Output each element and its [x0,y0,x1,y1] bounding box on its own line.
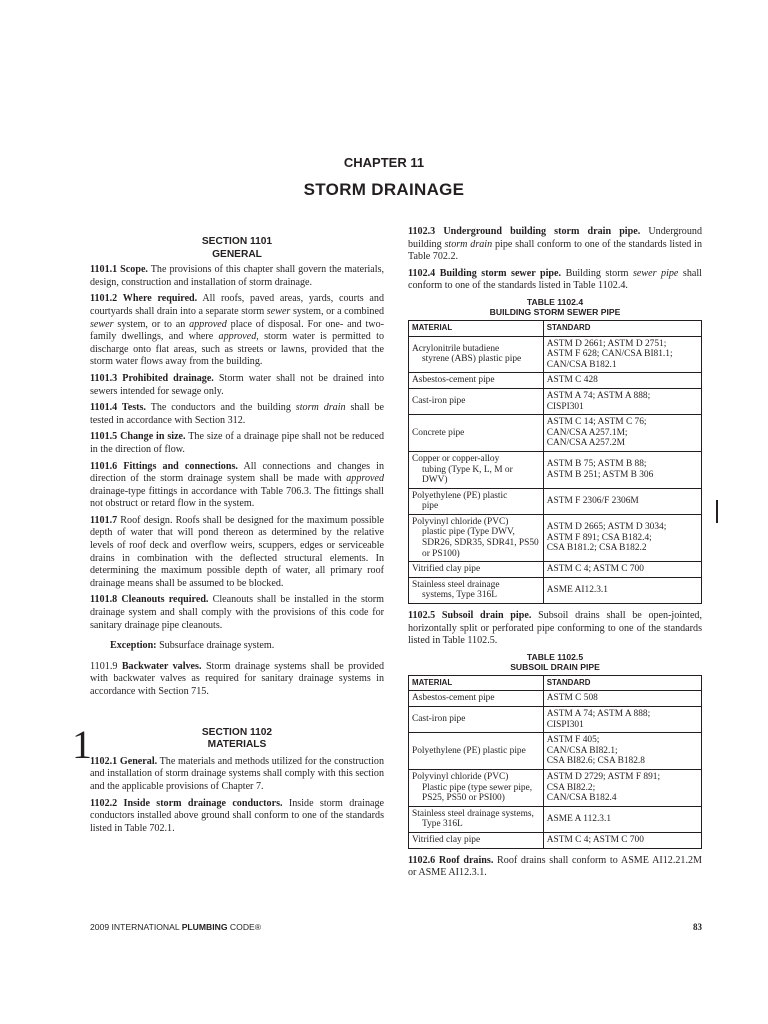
paragraph-body: Building storm [561,267,633,279]
material-cell [409,769,544,806]
table-row [409,562,702,578]
paragraph-1102-4 [408,268,702,293]
material-text: tubing (Type K, L, M or DWV) [422,464,513,486]
term-storm-drain: storm drain [444,238,493,250]
paragraph-body: pipe shall conform to one of the standards listed in Table 702.2. [408,238,702,263]
table-row [409,806,702,832]
paragraph-1101-7 [90,515,384,591]
footer-bold: PLUMBING [181,922,228,932]
standard-cell [543,451,701,488]
table-row [409,514,702,561]
material-text: Acrylonitrile butadiene [412,343,500,354]
exception-label: Exception: [110,640,157,652]
exception-note [90,640,384,653]
standard-text: CAN/CSA A257.1M; [546,427,628,438]
paragraph-body: Roof drains shall conform to ASME AI12.21.2M or ASME AI12.3.1. [408,854,702,879]
change-bar [716,500,718,523]
right-column [408,226,702,884]
material-text: Vitrified clay pipe [412,564,481,575]
chapter-title: STORM DRAINAGE [303,180,465,199]
standard-cell [543,415,701,452]
table-row [409,707,702,733]
paragraph-heading: 1102.3 Underground building storm drain pipe. [408,226,641,237]
standard-text: CAN/CSA B182.4 [546,793,617,804]
table-header-row [409,320,702,336]
paragraph-body: Roof design. Roofs shall be designed for the maximum possible depth of water that will pond thereon as determined by the relative levels of roof deck and overflow weirs, scuppers, edges or serviceable drains in combination with the deflected structural elements. In determining the maximum possible depth of water, all primary roof drainage means shall be assumed to be blocked. [90,514,384,589]
standard-text: CSA B181.2; CSA B182.2 [546,543,647,554]
paragraph-body: drainage-type fittings in accordance with Table 706.3. The fittings shall not obstruct or retard flow in the system. [90,485,384,510]
standard-text: ASME AI12.3.1 [546,585,608,596]
chapter-label: CHAPTER 11 [343,155,425,170]
standard-text: CAN/CSA BI82.1; [546,745,618,756]
paragraph-body: All roofs, paved areas, yards, courts and courtyards shall drain into a separate storm [90,293,384,317]
paragraph-body: The materials and methods utilized for the construction and installation of storm drainage systems shall comply with this section and the applicable provisions of Chapter 7. [90,755,384,792]
material-text: Polyvinyl chloride (PVC) [412,771,509,782]
material-text: pipe [422,501,439,512]
standard-cell [543,562,701,578]
material-cell [409,373,544,389]
standard-cell [543,806,701,832]
paragraph-1101-1 [90,264,384,289]
standard-text: ASTM C 14; ASTM C 76; [546,417,647,428]
material-cell [409,451,544,488]
standard-text: ASTM F 405; [546,735,600,746]
standard-text: ASTM C 428 [546,375,598,386]
paragraph-1102-1 [90,756,384,794]
table-1102-4-title: BUILDING STORM SEWER PIPE [489,306,621,317]
paragraph-heading: 1102.1 General. [90,755,158,767]
standard-text: ASTM B 251; ASTM B 306 [546,469,654,480]
standard-text: ASTM F 891; CSA B182.4; [546,532,652,543]
paragraph-body: system, or to an [113,318,190,330]
material-text: systems, Type 316L [422,590,497,601]
left-column [90,228,384,839]
standard-text: ASTM C 508 [546,693,598,704]
standard-text: ASME A 112.3.1 [546,814,612,825]
standard-text: ASTM C 4; ASTM C 700 [546,834,644,845]
paragraph-heading: 1102.5 Subsoil drain pipe. [408,610,532,622]
material-cell [409,806,544,832]
term-approved: approved [346,473,384,485]
exception-body: Subsurface drainage system. [156,640,275,652]
standard-text: CAN/CSA A257.2M [546,438,625,449]
paragraph-1101-6 [90,461,384,511]
section-1101-subheading: GENERAL [212,248,262,260]
column-header-material: MATERIAL [409,320,544,336]
table-1102-4 [408,320,702,604]
table-1102-5-title: SUBSOIL DRAIN PIPE [510,661,600,672]
paragraph-1101-5 [90,431,384,456]
material-text: Asbestos-cement pipe [412,375,495,386]
section-1102-subheading: MATERIALS [207,739,267,751]
column-header-standard: STANDARD [543,675,701,691]
material-text: Plastic pipe (type sewer pipe, PS25, PS50 or PSI00) [422,782,533,804]
material-text: Concrete pipe [412,427,465,438]
material-text: Polyethylene (PE) plastic [412,490,508,501]
paragraph-1101-2 [90,293,384,369]
standard-cell [543,577,701,603]
material-cell [409,388,544,414]
standard-text: CISPI301 [546,719,584,730]
material-text: Stainless steel drainage systems, [412,808,534,819]
standard-text: CSA BI82.2; [546,782,596,793]
standard-text: ASTM A 74; ASTM A 888; [546,709,651,719]
term-sewer: sewer [90,318,114,330]
column-header-standard: STANDARD [543,320,701,336]
table-row [409,769,702,806]
standard-text: ASTM F 2306/F 2306M [546,495,639,506]
table-row [409,832,702,848]
table-row [409,451,702,488]
material-text: Asbestos-cement pipe [412,693,495,704]
footer-suffix: CODE® [227,922,262,932]
table-body [409,336,702,603]
paragraph-heading: 1101.8 Cleanouts required. [90,594,209,606]
standard-cell [543,769,701,806]
paragraph-1102-3 [408,226,702,264]
paragraph-1102-5 [408,610,702,648]
material-text: plastic pipe (Type DWV, SDR26, SDR35, SDR41, PS50 or PS100) [422,527,539,559]
paragraph-1101-8 [90,594,384,632]
paragraph-body: shall be tested in accordance with Section 312. [90,402,384,426]
paragraph-heading: 1101.2 Where required. [90,293,198,305]
term-approved: approved [189,318,227,330]
table-1102-5 [408,675,702,849]
table-header-row [409,675,702,691]
paragraph-body: Underground building [408,226,702,250]
standard-cell [543,691,701,707]
table-1102-4-number: TABLE 1102.4 [526,296,584,307]
standard-text: ASTM D 2729; ASTM F 891; [546,771,661,782]
paragraph-body: Subsoil drains shall be open-jointed, horizontally split or perforated pipe conforming to one of the standards listed in Table 1102.5. [408,610,702,647]
material-cell [409,733,544,770]
table-row [409,488,702,514]
paragraph-heading: 1102.4 Building storm sewer pipe. [408,267,562,279]
material-cell [409,514,544,561]
paragraph-heading: 1101.3 Prohibited drainage. [90,372,214,384]
material-text: Cast-iron pipe [412,714,466,725]
standard-text: CSA BI82.6; CSA B182.8 [546,756,645,767]
paragraph-number: 1101.9 [90,660,118,672]
paragraph-1102-2 [90,798,384,836]
paragraph-body: Storm drainage systems shall be provided with backwater valves as required for sanitary drainage systems in accordance with Section 715. [90,660,384,697]
standard-cell [543,336,701,373]
paragraph-1101-9 [90,661,384,699]
material-cell [409,832,544,848]
paragraph-1101-4 [90,402,384,427]
paragraph-body: Cleanouts shall be installed in the storm drainage system and shall comply with the provisions of this code for sanitary drainage pipe cleanouts. [90,594,385,631]
footer-prefix: 2009 INTERNATIONAL [90,922,182,932]
material-text: Type 316L [422,819,463,830]
material-text: Polyvinyl chloride (PVC) [412,516,509,527]
paragraph-body: system, or a combined [290,305,384,317]
paragraph-body: shall conform to one of the standards listed in Table 1102.4. [408,267,702,292]
material-text: Copper or copper-alloy [412,453,500,464]
standard-text: ASTM D 2665; ASTM D 3034; [546,522,667,533]
material-cell [409,488,544,514]
paragraph-heading: Backwater valves. [117,660,202,672]
standard-cell [543,832,701,848]
term-approved: approved, [218,331,259,343]
material-text: Vitrified clay pipe [412,834,481,845]
column-header-material: MATERIAL [409,675,544,691]
table-row [409,373,702,389]
material-text: Stainless steel drainage [412,579,500,590]
paragraph-body: place of disposal. For one- and two-family dwellings, and where [90,318,384,343]
paragraph-body: All connections and changes in direction of the storm drainage system shall be made with [90,460,385,485]
section-1102-heading: SECTION 1102 [201,726,273,738]
material-cell [409,415,544,452]
material-cell [409,707,544,733]
paragraph-body: The provisions of this chapter shall govern the materials, design, construction and installation of storm drainage. [90,264,385,288]
paragraph-heading: 1101.5 Change in size. [90,431,186,443]
material-cell [409,562,544,578]
paragraph-heading: 1102.2 Inside storm drainage conductors. [90,797,283,809]
paragraph-body: Inside storm drainage conductors installed above ground shall conform to one of the standards listed in Table 702.1. [90,797,384,834]
page-number: 83 [693,922,702,932]
material-text: Cast-iron pipe [412,396,466,407]
table-body [409,691,702,848]
standard-cell [543,488,701,514]
standard-text: ASTM D 2661; ASTM D 2751; [546,338,667,349]
footer-code-title [90,922,261,932]
paragraph-1102-6 [408,855,702,880]
table-row [409,733,702,770]
standard-cell [543,733,701,770]
paragraph-heading: 1102.6 Roof drains. [408,854,494,866]
standard-text: CISPI301 [546,401,584,412]
paragraph-body: Storm water shall not be drained into sewers intended for sewage only. [90,372,384,397]
material-cell [409,577,544,603]
paragraph-body: The size of a drainage pipe shall not be reduced in the direction of flow. [90,431,384,455]
standard-text: ASTM F 628; CAN/CSA BI81.1; [546,349,673,360]
material-cell [409,336,544,373]
standard-cell [543,707,701,733]
standard-text: ASTM C 4; ASTM C 700 [546,564,644,575]
paragraph-heading: 1101.6 Fittings and connections. [90,460,238,472]
table-row [409,691,702,707]
standard-text: ASTM B 75; ASTM B 88; [546,459,647,470]
table-1102-5-number: TABLE 1102.5 [526,651,584,662]
standard-cell [543,514,701,561]
standard-text: CAN/CSA B182.1 [546,359,617,370]
table-row [409,415,702,452]
paragraph-1101-3 [90,373,384,398]
term-sewer-pipe: sewer pipe [632,267,679,279]
section-1101-heading: SECTION 1101 [201,236,273,247]
paragraph-heading: 1101.4 Tests. [90,402,146,414]
standard-cell [543,388,701,414]
term-sewer: sewer [266,305,291,317]
material-text: Polyethylene (PE) plastic pipe [412,745,526,756]
paragraph-body: The conductors and the building [145,402,296,414]
paragraph-heading: 1101.7 [90,514,118,526]
material-text: styrene (ABS) plastic pipe [422,354,522,365]
standard-cell [543,373,701,389]
standard-text: ASTM A 74; ASTM A 888; [546,390,651,401]
table-row [409,577,702,603]
term-storm-drain: storm drain [295,402,346,414]
material-cell [409,691,544,707]
paragraph-heading: 1101.1 Scope. [90,264,148,276]
margin-change-number: 1 [72,722,92,767]
table-row [409,336,702,373]
table-row [409,388,702,414]
paragraph-body: storm water is permitted to discharge onto flat areas, such as streets or lawns, provided that the storm water flows away from the building. [90,331,384,368]
